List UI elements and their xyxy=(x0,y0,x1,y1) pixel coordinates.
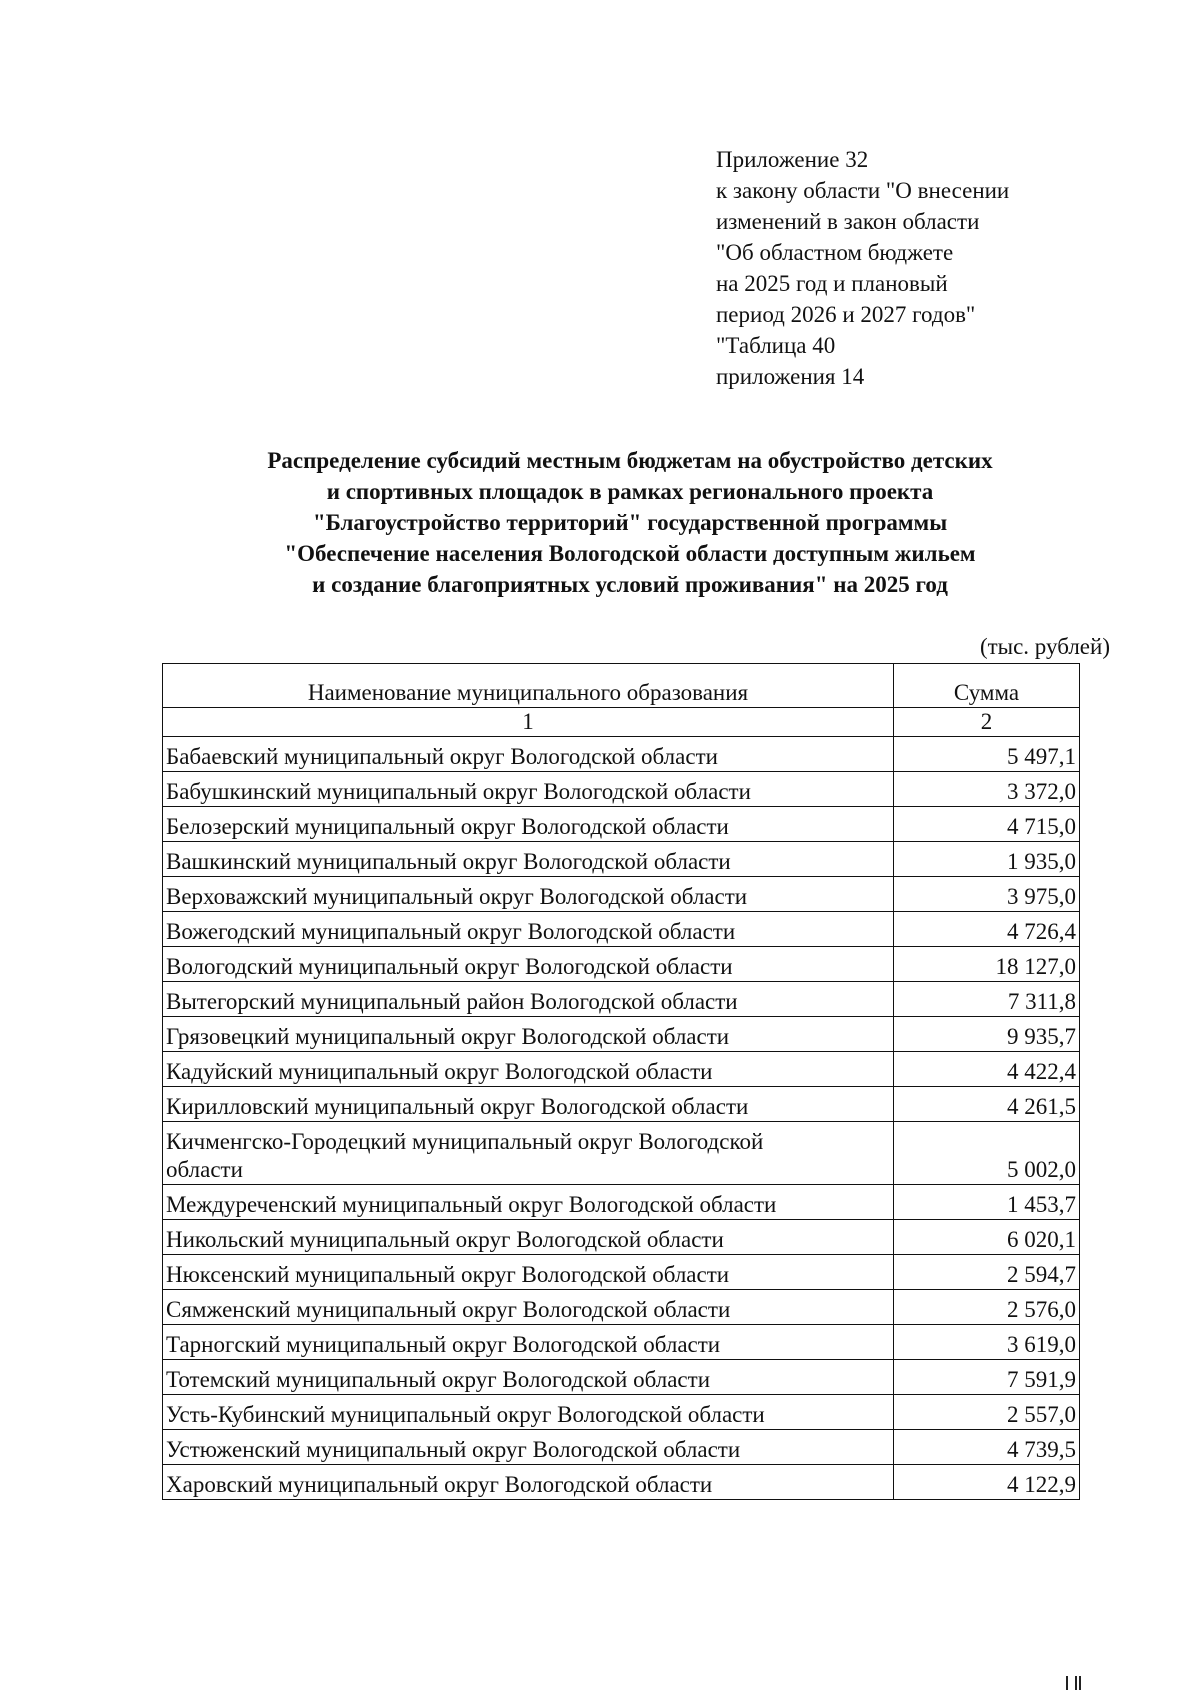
header-name: Наименование муниципального образования xyxy=(163,664,894,708)
subsidy-amount: 2 576,0 xyxy=(894,1290,1080,1325)
municipality-name: Никольский муниципальный округ Вологодской области xyxy=(163,1220,894,1255)
municipality-name: Вожегодский муниципальный округ Вологодской области xyxy=(163,912,894,947)
column-number: 2 xyxy=(894,708,1080,737)
municipality-name: Белозерский муниципальный округ Вологодской области xyxy=(163,807,894,842)
table-row xyxy=(163,1465,1080,1500)
title-line: "Обеспечение населения Вологодской области доступным жильем xyxy=(284,541,976,566)
table-row xyxy=(163,842,1080,877)
document-title xyxy=(160,445,1100,600)
subsidy-amount: 2 594,7 xyxy=(894,1255,1080,1290)
municipality-name: Вологодский муниципальный округ Вологодской области xyxy=(163,947,894,982)
table-row xyxy=(163,1395,1080,1430)
municipality-name xyxy=(163,1122,894,1185)
column-number: 1 xyxy=(163,708,894,737)
municipality-name-line: области xyxy=(166,1157,243,1182)
municipality-name: Кадуйский муниципальный округ Вологодской области xyxy=(163,1052,894,1087)
subsidy-amount: 3 619,0 xyxy=(894,1325,1080,1360)
table-row xyxy=(163,1360,1080,1395)
table-row xyxy=(163,982,1080,1017)
scan-marks xyxy=(1066,1676,1088,1694)
subsidy-amount: 4 726,4 xyxy=(894,912,1080,947)
title-line: Распределение субсидий местным бюджетам на обустройство детских xyxy=(267,448,993,473)
subsidy-amount: 6 020,1 xyxy=(894,1220,1080,1255)
appendix-reference xyxy=(716,144,1136,392)
subsidy-table xyxy=(162,663,1080,1500)
header-amount: Сумма xyxy=(894,664,1080,708)
municipality-name: Междуреченский муниципальный округ Вологодской области xyxy=(163,1185,894,1220)
table-row xyxy=(163,1430,1080,1465)
municipality-name: Сямженский муниципальный округ Вологодской области xyxy=(163,1290,894,1325)
appendix-line: к закону области "О внесении xyxy=(716,178,1010,203)
municipality-name: Устюженский муниципальный округ Вологодской области xyxy=(163,1430,894,1465)
table-header-row xyxy=(163,664,1080,708)
municipality-name: Нюксенский муниципальный округ Вологодской области xyxy=(163,1255,894,1290)
table-row xyxy=(163,1290,1080,1325)
municipality-name: Тотемский муниципальный округ Вологодской области xyxy=(163,1360,894,1395)
subsidy-amount: 4 715,0 xyxy=(894,807,1080,842)
table-row xyxy=(163,912,1080,947)
units-label: (тыс. рублей) xyxy=(979,634,1110,659)
municipality-name: Бабаевский муниципальный округ Вологодской области xyxy=(163,737,894,772)
municipality-name: Усть-Кубинский муниципальный округ Вологодской области xyxy=(163,1395,894,1430)
appendix-line: период 2026 и 2027 годов" xyxy=(716,302,976,327)
table-row xyxy=(163,947,1080,982)
table-row xyxy=(163,772,1080,807)
subsidy-amount: 4 422,4 xyxy=(894,1052,1080,1087)
subsidy-amount: 7 311,8 xyxy=(894,982,1080,1017)
subsidy-amount: 3 975,0 xyxy=(894,877,1080,912)
table-row xyxy=(163,1122,1080,1185)
appendix-line: приложения 14 xyxy=(716,364,865,389)
subsidy-amount: 4 122,9 xyxy=(894,1465,1080,1500)
subsidy-amount: 9 935,7 xyxy=(894,1017,1080,1052)
subsidy-amount: 7 591,9 xyxy=(894,1360,1080,1395)
subsidy-amount: 3 372,0 xyxy=(894,772,1080,807)
table-row xyxy=(163,737,1080,772)
municipality-name: Тарногский муниципальный округ Вологодской области xyxy=(163,1325,894,1360)
table-row xyxy=(163,1087,1080,1122)
subsidy-amount: 1 453,7 xyxy=(894,1185,1080,1220)
column-number-row xyxy=(163,708,1080,737)
table-row xyxy=(163,1052,1080,1087)
table-row xyxy=(163,1185,1080,1220)
title-line: и спортивных площадок в рамках регионального проекта xyxy=(326,479,934,504)
subsidy-amount: 5 002,0 xyxy=(894,1122,1080,1185)
subsidy-amount: 5 497,1 xyxy=(894,737,1080,772)
table-row xyxy=(163,1017,1080,1052)
appendix-line: Приложение 32 xyxy=(716,147,869,172)
title-line: и создание благоприятных условий проживания" на 2025 год xyxy=(312,572,948,597)
municipality-name: Бабушкинский муниципальный округ Вологодской области xyxy=(163,772,894,807)
title-line: "Благоустройство территорий" государственной программы xyxy=(312,510,948,535)
municipality-name: Грязовецкий муниципальный округ Вологодской области xyxy=(163,1017,894,1052)
appendix-line: на 2025 год и плановый xyxy=(716,271,948,296)
municipality-name: Вытегорский муниципальный район Вологодской области xyxy=(163,982,894,1017)
municipality-name: Вашкинский муниципальный округ Вологодской области xyxy=(163,842,894,877)
municipality-name: Кирилловский муниципальный округ Вологодской области xyxy=(163,1087,894,1122)
table-row xyxy=(163,877,1080,912)
table-row xyxy=(163,1325,1080,1360)
appendix-line: "Таблица 40 xyxy=(716,333,836,358)
subsidy-amount: 4 261,5 xyxy=(894,1087,1080,1122)
appendix-line: изменений в закон области xyxy=(716,209,980,234)
table-row xyxy=(163,1255,1080,1290)
subsidy-amount: 4 739,5 xyxy=(894,1430,1080,1465)
subsidy-amount: 2 557,0 xyxy=(894,1395,1080,1430)
table-row xyxy=(163,807,1080,842)
municipality-name: Харовский муниципальный округ Вологодской области xyxy=(163,1465,894,1500)
municipality-name-line: Кичменгско-Городецкий муниципальный округ Вологодской xyxy=(166,1129,764,1154)
appendix-line: "Об областном бюджете xyxy=(716,240,954,265)
subsidy-amount: 1 935,0 xyxy=(894,842,1080,877)
municipality-name: Верховажский муниципальный округ Вологодской области xyxy=(163,877,894,912)
subsidy-amount: 18 127,0 xyxy=(894,947,1080,982)
table-row xyxy=(163,1220,1080,1255)
